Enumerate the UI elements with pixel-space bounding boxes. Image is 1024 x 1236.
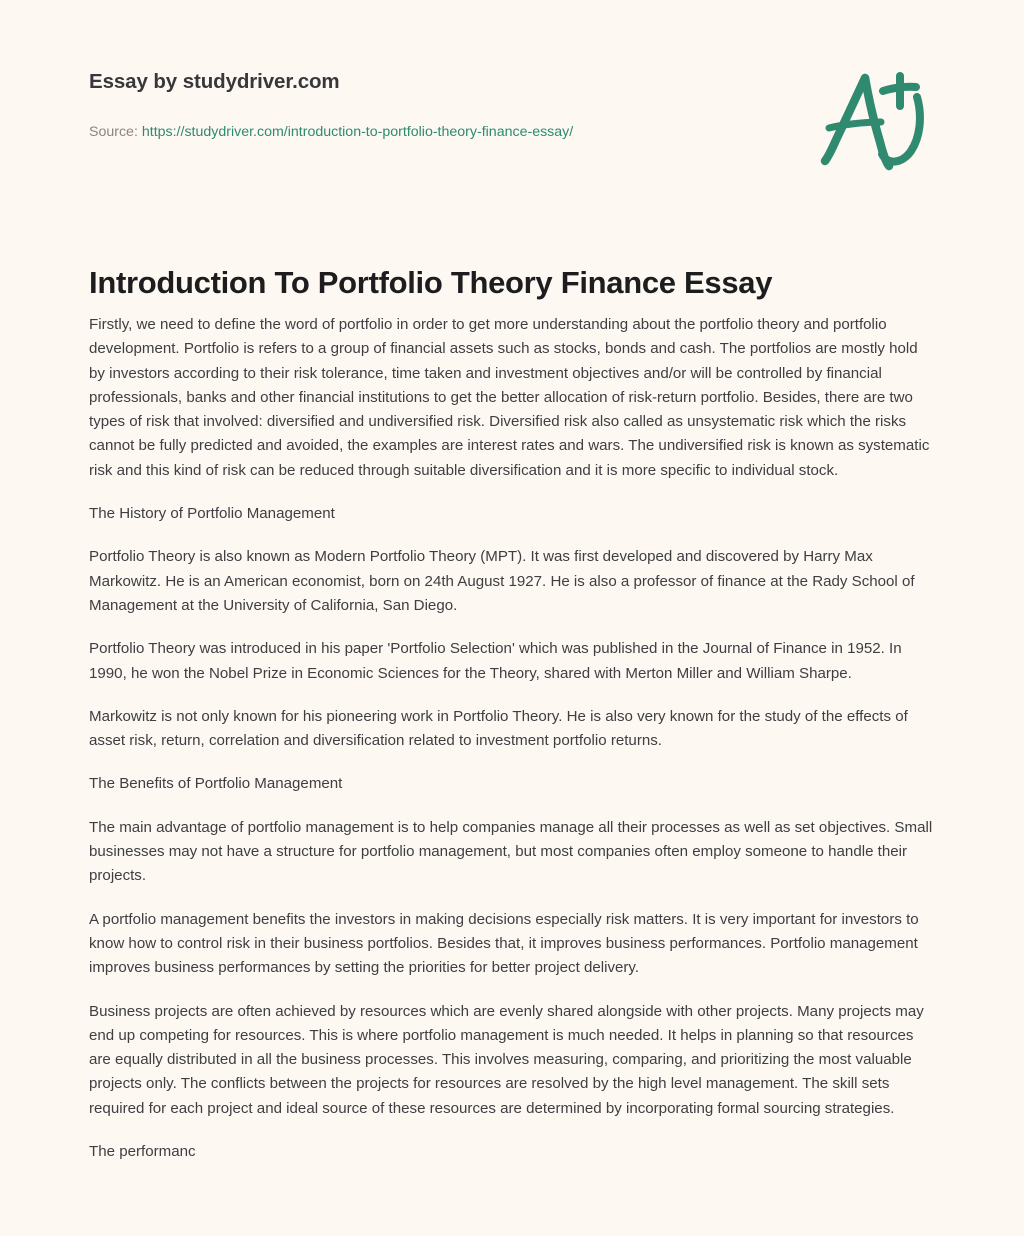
paragraph: Portfolio Theory was introduced in his paper 'Portfolio Selection' which was published in the Journal of Finance in 1952. In 1990, he won the Nobel Prize in Economic Sciences for the Theory, shared with Merton Miller and William Sharpe. (89, 640, 902, 682)
source-url-link[interactable]: https://studydriver.com/introduction-to-portfolio-theory-finance-essay/ (141, 124, 574, 140)
truncated-paragraph: The performanc (89, 1143, 196, 1161)
page-title: Introduction To Portfolio Theory Finance Essay (89, 264, 773, 300)
paragraph: A portfolio management benefits the investors in making decisions especially risk matters. It is very important for investors to know how to control risk in their business portfolios. Besides that, it improves business performances. Portfolio management improves business performances by setting the priorities for better project delivery. (89, 910, 919, 977)
paragraph: Portfolio Theory is also known as Modern Portfolio Theory (MPT). It was first developed and discovered by Harry Max Markowitz. He is an American economist, born on 24th August 1927. He is also a professor of finance at the Rady School of Management at the University of California, San Diego. (89, 548, 915, 614)
source-label: Source: (89, 124, 138, 140)
paragraph: Business projects are often achieved by resources which are evenly shared alongside with other projects. Many projects may end up competing for resources. This is where portfolio management is much needed. It helps in planning so that resources are equally distributed in all the business processes. This involves measuring, comparing, and prioritizing the most valuable projects only. The conflicts between the projects for resources are resolved by the high level management. The skill sets required for each project and ideal source of these resources are determined by incorporating formal sourcing strategies. (89, 1002, 924, 1117)
essay-body (89, 313, 933, 1164)
section-heading: The Benefits of Portfolio Management (89, 775, 343, 793)
paragraph: The main advantage of portfolio management is to help companies manage all their processes as well as set objectives. Small businesses may not have a structure for portfolio management, but most companies often employ someone to handle their projects. (89, 818, 933, 885)
brand-byline: Essay by studydriver.com (89, 70, 340, 93)
paragraph: Firstly, we need to define the word of portfolio in order to get more understanding about the portfolio theory and portfolio development. Portfolio is refers to a group of financial assets such as stocks, bonds and cash. The portfolios are mostly hold by investors according to their risk tolerance, time taken and investment objectives and/or will be controlled by financial professionals, banks and other financial institutions to get the better allocation of risk-return portfolio. Besides, there are two types of risk that involved: diversified and undiversified risk. Diversified risk also called as unsystematic risk which the risks cannot be fully predicted and avoided, the examples are interest rates and wars. The undiversified risk is known as systematic risk and this kind of risk can be reduced through suitable diversification and it is more specific to individual stock. (89, 316, 930, 479)
section-heading: The History of Portfolio Management (89, 505, 335, 523)
page-header (0, 0, 1024, 200)
paragraph: Markowitz is not only known for his pioneering work in Portfolio Theory. He is also very known for the study of the effects of asset risk, return, correlation and diversification related to investment portfolio returns. (89, 707, 908, 750)
source-line (89, 124, 573, 140)
studydriver-a-plus-logo-icon (812, 62, 934, 178)
